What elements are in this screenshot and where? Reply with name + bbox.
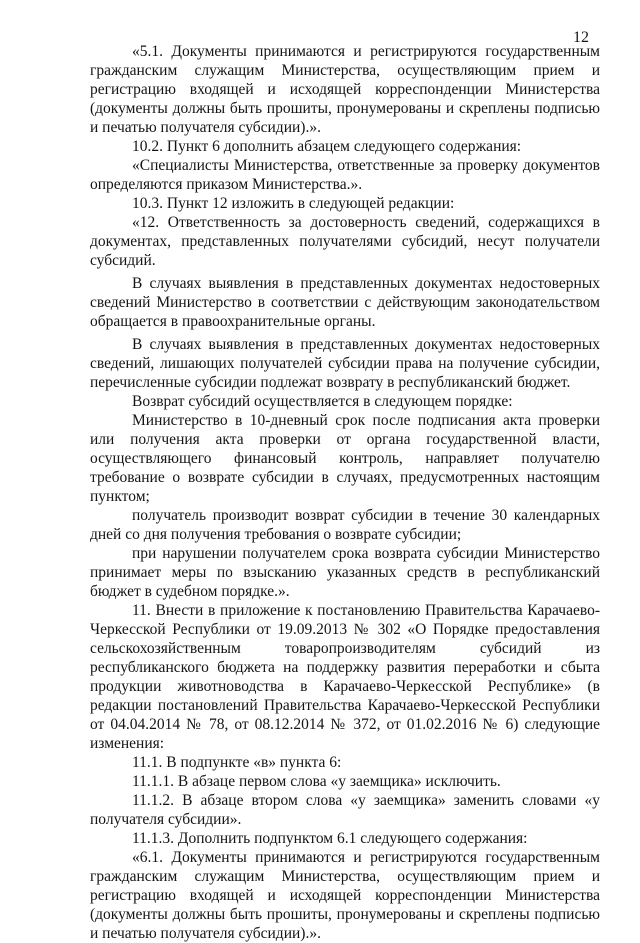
- paragraph-recipient-return: получатель производит возврат субсидии в течение 30 календарных дней со дня получения требования о возврате субсидии;: [90, 507, 600, 543]
- paragraph-11-1: 11.1. В подпункте «в» пункта 6:: [132, 754, 342, 771]
- paragraph-5-1-quote: «5.1. Документы принимаются и регистрируются государственным гражданским служащим Министерства, осуществляющим прием и регистрацию входящей и исходящей корреспонденции Министерства (документы должны быть прошиты, пронумерованы и скреплены подписью и печатью получателя субсидии).».: [90, 43, 600, 136]
- paragraph-11-1-2: 11.1.2. В абзаце втором слова «у заемщика» заменить словами «у получателя субсидии».: [90, 792, 600, 828]
- page-number: 12: [573, 29, 589, 46]
- paragraph-6-1-quote: «6.1. Документы принимаются и регистрируются государственным гражданским служащим Министерства, осуществляющим прием и регистрацию входящей и исходящей корреспонденции Министерства (документы должны быть прошиты, пронумерованы и скреплены подписью и печатью получателя субсидии).».: [90, 849, 600, 942]
- paragraph-10-2: 10.2. Пункт 6 дополнить абзацем следующего содержания:: [132, 138, 522, 155]
- paragraph-12-law-enforcement: В случаях выявления в представленных документах недостоверных сведений Министерство в соответствии с действующим законодательством обращается в правоохранительные органы.: [90, 275, 600, 330]
- document-body: [90, 42, 600, 943]
- paragraph-12-return: В случаях выявления в представленных документах недостоверных сведений, лишающих получателей субсидии права на получение субсидии, перечисленные субсидии подлежат возврату в республиканский бюджет.: [90, 336, 600, 391]
- paragraph-court-recovery: при нарушении получателем срока возврата субсидии Министерство принимает меры по взысканию указанных средств в республиканский бюджет в судебном порядке.».: [90, 545, 600, 600]
- paragraph-ministry-term: Министерство в 10-дневный срок после подписания акта проверки или получения акта проверки от органа государственной власти, осуществляющего финансовый контроль, направляет получателю требование о возврате субсидии в случаях, предусмотренных настоящим пунктом;: [90, 412, 600, 505]
- paragraph-11-1-3: 11.1.3. Дополнить подпунктом 6.1 следующего содержания:: [132, 830, 528, 847]
- paragraph-return-order: Возврат субсидий осуществляется в следующем порядке:: [132, 393, 513, 410]
- paragraph-10-2-text: «Специалисты Министерства, ответственные за проверку документов определяются приказом Министерства.».: [90, 157, 600, 193]
- paragraph-11-1-1: 11.1.1. В абзаце первом слова «у заемщика» исключить.: [132, 773, 501, 790]
- paragraph-12-intro: «12. Ответственность за достоверность сведений, содержащихся в документах, представленных получателями субсидий, несут получатели субсидий.: [90, 214, 600, 269]
- paragraph-10-3: 10.3. Пункт 12 изложить в следующей редакции:: [132, 195, 455, 212]
- paragraph-11-amendments: 11. Внести в приложение к постановлению Правительства Карачаево-Черкесской Республики от 19.09.2013 № 302 «О Порядке предоставления сельскохозяйственным товаропроизводителям субсидий из республиканского бюджета на поддержку развития переработки и сбыта продукции животноводства в Карачаево-Черкесской Республике» (в редакции постановлений Правительства Карачаево-Черкесской Республики от 04.04.2014 № 78, от 08.12.2014 № 372, от 01.02.2016 № 6) следующие изменения:: [90, 602, 600, 752]
